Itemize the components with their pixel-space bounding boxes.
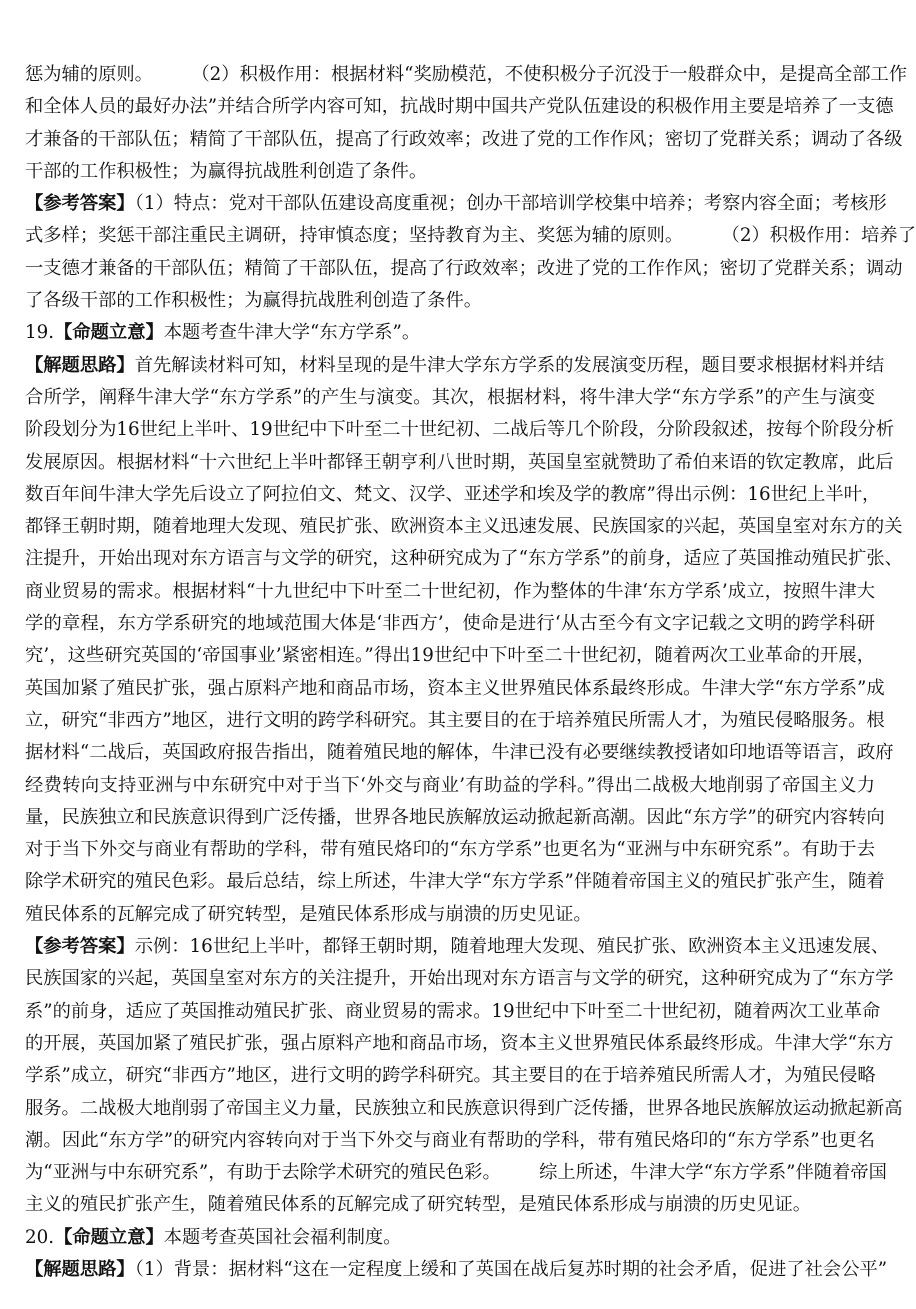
- q18-answer-line-1: 【参考答案】（1）特点：党对干部队伍建设高度重视；创办干部培训学校集中培养；考察内容全面；考核形: [25, 193, 887, 215]
- q19-idea-line-7: 注提升，开始出现对东方语言与文学的研究，这种研究成为了“东方学系”的前身，适应了英国推动殖民扩张、: [25, 548, 903, 570]
- q18-thinking-line-1: 惩为辅的原则。 （2）积极作用：根据材料“奖励模范，不使积极分子沉没于一般群众中，是提高全部工作: [25, 64, 908, 85]
- q18-thinking-line-3: 才兼备的干部队伍；精简了干部队伍，提高了行政效率；改进了党的工作作风；密切了党群关系；调动了各级: [25, 128, 903, 150]
- q19-answer-line-7: 潮。因此“东方学”的研究内容转向对于当下外交与商业有帮助的学科，带有殖民烙印的“东方学系”也更名: [25, 1129, 875, 1151]
- q19-idea-line-18: 殖民体系的瓦解完成了研究转型，是殖民体系形成与崩溃的历史见证。: [25, 903, 592, 925]
- q19-answer-line-2: 民族国家的兴起，英国皇室对东方的关注提升，开始出现对东方语言与文学的研究，这种研究成为了“东方学: [25, 968, 894, 990]
- q19-answer-line-3: 系”的前身，适应了英国推动殖民扩张、商业贸易的需求。19世纪中下叶至二十世纪初，随着两次工业革命: [25, 1000, 881, 1022]
- q19-answer-line-6: 服务。二战极大地削弱了帝国主义力量，民族独立和民族意识得到广泛传播，世界各地民族解放运动掀起新高: [25, 1097, 903, 1119]
- q19-answer-line-5: 学系”成立，研究“非西方”地区，进行文明的跨学科研究。其主要目的在于培养殖民所需人才，为殖民侵略: [25, 1065, 876, 1087]
- q19-idea-line-16: 对于当下外交与商业有帮助的学科，带有殖民烙印的“东方学系”也更名为“亚洲与中东研究系”。有助于去: [25, 839, 875, 861]
- intent-label: 【命题立意】: [54, 322, 164, 344]
- q19-idea-line-8: 商业贸易的需求。根据材料“十九世纪中下叶至二十世纪初，作为整体的牛津‘东方学系’成立，按照牛津大: [25, 580, 875, 602]
- q19-idea-line-13: 据材料“二战后，英国政府报告指出，随着殖民地的解体，牛津已没有必要继续教授诸如印地语等语言，政府: [25, 742, 894, 764]
- q19-idea-line-11: 英国加紧了殖民扩张，强占原料产地和商品市场，资本主义世界殖民体系最终形成。牛津大学“东方学系”成: [25, 677, 885, 699]
- q19-idea-line-3: 阶段划分为16世纪上半叶、19世纪中下叶至二十世纪初、二战后等几个阶段，分阶段叙述，按每个阶段分析: [25, 419, 895, 441]
- q18-thinking-line-4: 干部的工作积极性；为赢得抗战胜利创造了条件。: [25, 160, 428, 182]
- q19-idea-line-9: 学的章程，东方学系研究的地域范围大体是‘非西方’，使命是进行‘从古至今有文字记载之文明的跨学科研: [25, 613, 875, 635]
- q19-answer-line-8: 为“亚洲与中东研究系”，有助于去除学术研究的殖民色彩。 综上所述，牛津大学“东方学系”伴随着帝国: [25, 1162, 887, 1184]
- q18-answer-line-2: 式多样；奖惩干部注重民主调研，持审慎态度；坚持教育为主、奖惩为辅的原则。 （2）积极作用：培养了: [25, 225, 916, 247]
- q18-answer-line-4: 了各级干部的工作积极性；为赢得抗战胜利创造了条件。: [25, 290, 483, 312]
- q18-thinking-line-2: 和全体人员的最好办法”并结合所学内容可知，抗战时期中国共产党队伍建设的积极作用主要是培养了一支德: [25, 96, 894, 118]
- q20-intent-line: 20.【命题立意】本题考查英国社会福利制度。: [25, 1226, 402, 1248]
- q19-answer-line-4: 的开展，英国加紧了殖民扩张，强占原料产地和商品市场，资本主义世界殖民体系最终形成。牛津大学“东方: [25, 1032, 894, 1054]
- q19-idea-line-5: 数百年间牛津大学先后设立了阿拉伯文、梵文、汉学、亚述学和埃及学的教席”得出示例：16世纪上半叶，: [25, 483, 881, 505]
- q18-answer-line-3: 一支德才兼备的干部队伍；精简了干部队伍，提高了行政效率；改进了党的工作作风；密切了党群关系；调动: [25, 257, 903, 279]
- q19-idea-line-14: 经费转向支持亚洲与中东研究中对于当下‘外交与商业’有助益的学科。”得出二战极大地削弱了帝国主义力: [25, 774, 875, 796]
- q19-idea-line-10: 究’，这些研究英国的‘帝国事业’紧密相连。”得出19世纪中下叶至二十世纪初，随着两次工业革命的开展，: [25, 645, 875, 667]
- q20-idea-line-1: 【解题思路】（1）背景：据材料“这在一定程度上缓和了英国在战后复苏时期的社会矛盾，促进了社会公平”: [25, 1258, 888, 1280]
- q19-answer-line-9: 主义的殖民扩张产生，随着殖民体系的瓦解完成了研究转型，是殖民体系形成与崩溃的历史见证。: [25, 1194, 812, 1216]
- q19-idea-line-1: 【解题思路】首先解读材料可知，材料呈现的是牛津大学东方学系的发展演变历程，题目要求根据材料并结: [25, 354, 885, 376]
- q19-idea-line-12: 立，研究“非西方”地区，进行文明的跨学科研究。其主要目的在于培养殖民所需人才，为殖民侵略服务。根: [25, 709, 885, 731]
- idea-label: 【解题思路】: [25, 354, 135, 376]
- q19-idea-line-15: 量，民族独立和民族意识得到广泛传播，世界各地民族解放运动掀起新高潮。因此“东方学”的研究内容转向: [25, 806, 885, 828]
- q19-idea-line-17: 除学术研究的殖民色彩。最后总结，综上所述，牛津大学“东方学系”伴随着帝国主义的殖民扩张产生，随着: [25, 871, 885, 893]
- q19-idea-line-4: 发展原因。根据材料“十六世纪上半叶都铎王朝亨利八世时期，英国皇室就赞助了希伯来语的钦定教席，此后: [25, 451, 894, 473]
- q19-idea-line-6: 都铎王朝时期，随着地理大发现、殖民扩张、欧洲资本主义迅速发展、民族国家的兴起，英国皇室对东方的关: [25, 516, 903, 538]
- intent-label: 【命题立意】: [54, 1226, 164, 1248]
- idea-label: 【解题思路】: [25, 1258, 135, 1280]
- q19-answer-line-1: 【参考答案】示例：16世纪上半叶，都铎王朝时期，随着地理大发现、殖民扩张、欧洲资本主义迅速发展、: [25, 936, 890, 958]
- answer-label: 【参考答案】: [25, 936, 135, 958]
- q19-intent-line: 19.【命题立意】本题考查牛津大学“东方学系”。: [25, 322, 421, 344]
- q19-idea-line-2: 合所学，阐释牛津大学“东方学系”的产生与演变。其次，根据材料，将牛津大学“东方学系”的产生与演变: [25, 386, 875, 408]
- answer-label: 【参考答案】: [25, 193, 135, 215]
